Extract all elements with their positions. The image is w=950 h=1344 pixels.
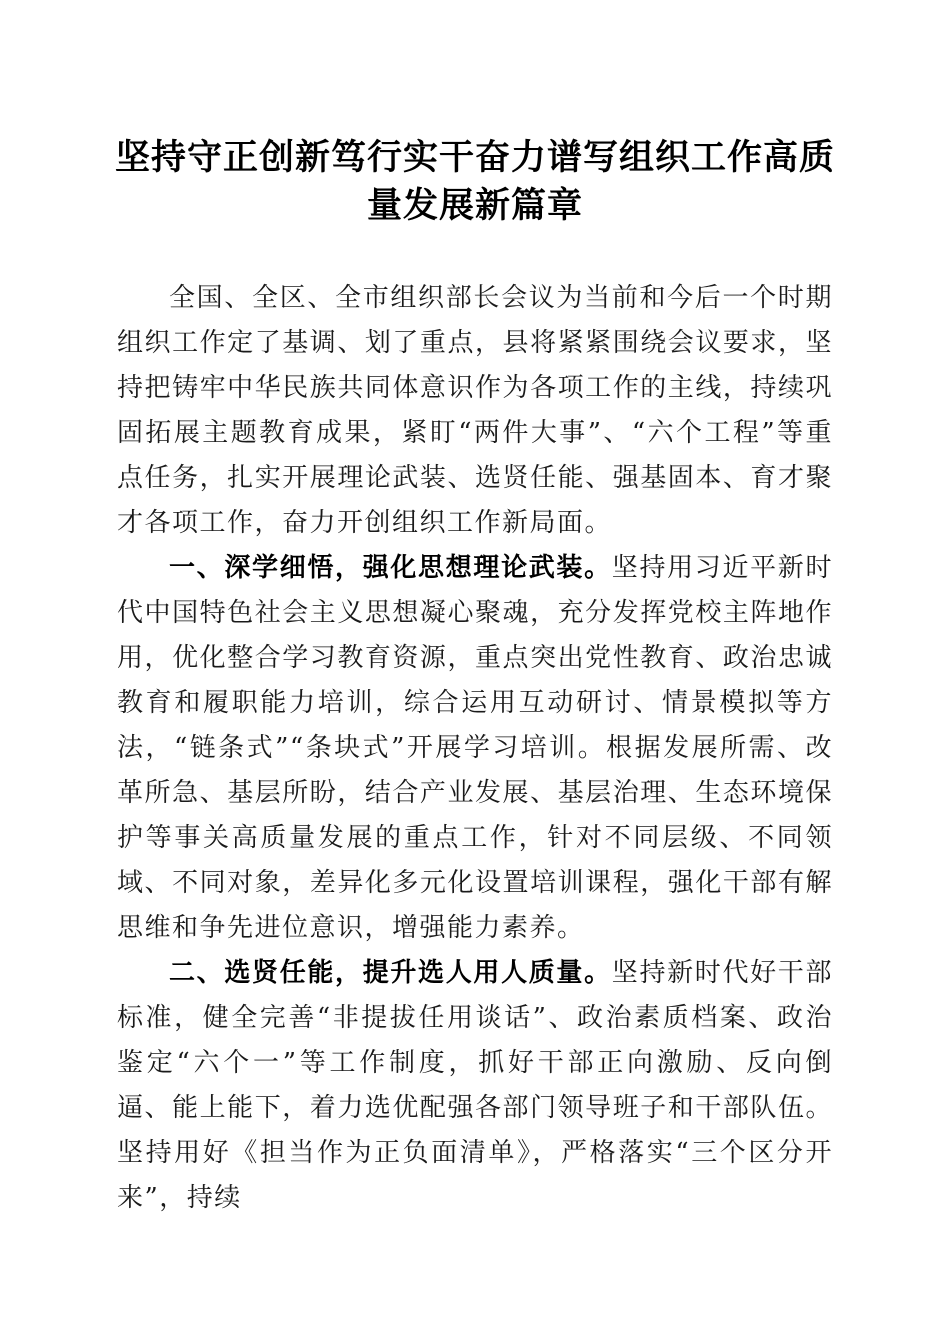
section-heading: 二、选贤任能，提升选人用人质量。 <box>169 958 612 988</box>
title-line-2: 量发展新篇章 <box>366 185 583 226</box>
title-line-1: 坚持守正创新笃行实干奋力谱写组织工作高质 <box>114 137 835 178</box>
document-body <box>117 276 833 1221</box>
paragraph-section-1 <box>117 546 833 951</box>
paragraph-intro <box>117 276 833 546</box>
paragraph-section-2 <box>117 951 833 1221</box>
section-heading: 一、深学细悟，强化思想理论武装。 <box>169 553 612 583</box>
paragraph-text: 坚持新时代好干部标准，健全完善“非提拔任用谈话”、政治素质档案、政治鉴定“六个一”等工作制度，抓好干部正向激励、反向倒逼、能上能下，着力选优配强各部门领导班子和干部队伍。坚持用好《担当作为正负面清单》，严格落实“三个区分开来”，持续 <box>117 958 833 1213</box>
paragraph-text: 坚持用习近平新时代中国特色社会主义思想凝心聚魂，充分发挥党校主阵地作用，优化整合学习教育资源，重点突出党性教育、政治忠诚教育和履职能力培训，综合运用互动研讨、情景模拟等方法，“链条式”“条块式”开展学习培训。根据发展所需、改革所急、基层所盼，结合产业发展、基层治理、生态环境保护等事关高质量发展的重点工作，针对不同层级、不同领域、不同对象，差异化多元化设置培训课程，强化干部有解思维和争先进位意识，增强能力素养。 <box>117 553 833 943</box>
paragraph-text: 全国、全区、全市组织部长会议为当前和今后一个时期组织工作定了基调、划了重点，县将紧紧围绕会议要求，坚持把铸牢中华民族共同体意识作为各项工作的主线，持续巩固拓展主题教育成果，紧盯“两件大事”、“六个工程”等重点任务，扎实开展理论武装、选贤任能、强基固本、育才聚才各项工作，奋力开创组织工作新局面。 <box>117 283 833 538</box>
document-title <box>110 134 840 230</box>
